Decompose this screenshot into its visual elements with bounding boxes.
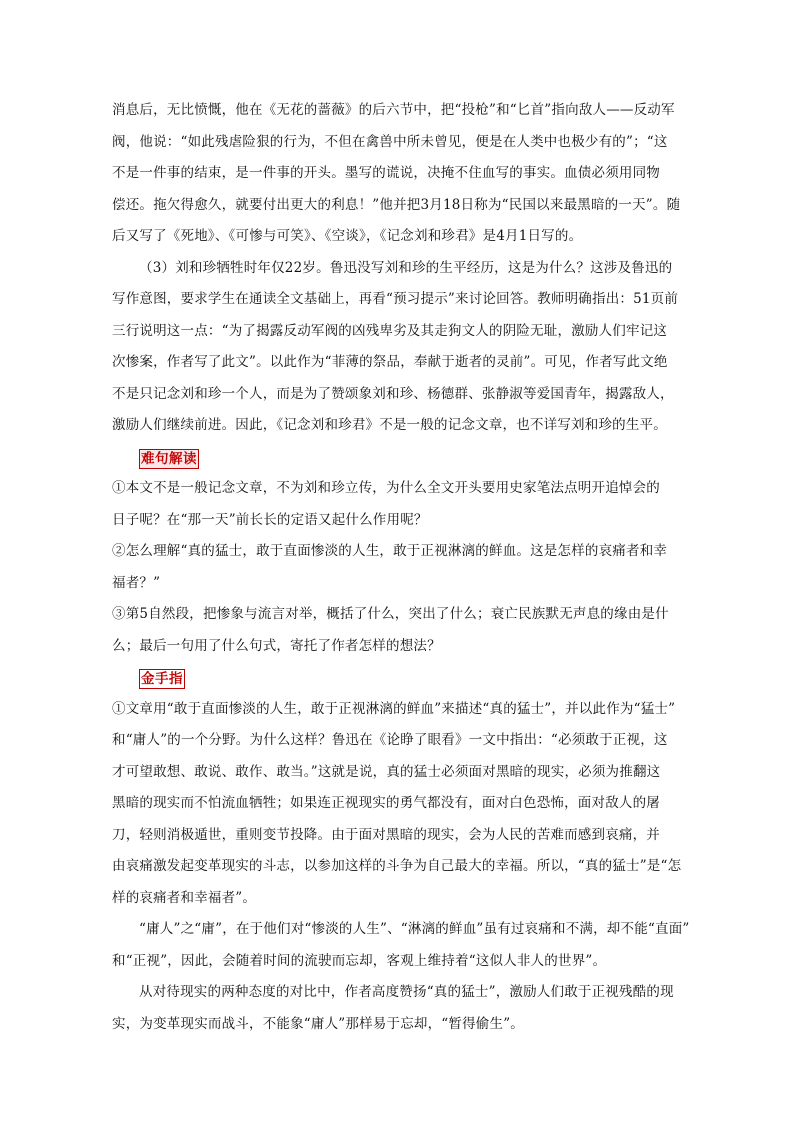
- question-line: 福者？”: [112, 574, 161, 591]
- section-tag: 金手指: [141, 671, 183, 687]
- text-line: 三行说明这一点：“为了揭露反动军阀的凶残卑劣及其走狗文人的阴险无耻，激励人们牢记这: [112, 322, 668, 339]
- answer-line: 才可望敢想、敢说、敢作、敢当。”这就是说，真的猛士必须面对黑暗的现实，必须为推翻这: [112, 763, 661, 780]
- answer-line: 实，为变革现实而战斗，不能象“庸人”那样易于忘却，“暂得偷生”。: [112, 1015, 525, 1032]
- question-line: 日子呢？在“那一天”前长长的定语又起什么作用呢？: [112, 511, 428, 528]
- answer-line: 由哀痛激发起变革现实的斗志，以参加这样的斗争为自己最大的幸福。所以，“真的猛士”是“怎: [112, 858, 682, 874]
- answer-line: 样的哀痛者和幸福者”。: [112, 889, 257, 906]
- section-heading-golden-finger: [112, 662, 684, 694]
- answer-line: 从对待现实的两种态度的对比中，作者高度赞扬“真的猛士”，激励人们敢于正视残酷的现: [139, 984, 674, 1000]
- paragraph-point-3: [112, 253, 684, 442]
- answer-paragraph-1: [112, 694, 684, 915]
- text-line: 激励人们继续前进。因此，《记念刘和珍君》不是一般的记念文章，也不详写刘和珍的生平。: [112, 417, 667, 433]
- question-line: ②怎么理解“真的猛士，敢于直面惨淡的人生，敢于正视淋漓的鲜血。这是怎样的哀痛者和幸: [112, 543, 668, 559]
- document-page: [112, 95, 690, 1040]
- answer-line: ①文章用“敢于直面惨淡的人生，敢于正视淋漓的鲜血”来描述“真的猛士”，并以此作为“猛士”: [112, 700, 676, 717]
- answer-line: 黑暗的现实而不怕流血牺牲；如果连正视现实的勇气都没有，面对白色恐怖，面对敌人的屠: [112, 795, 660, 811]
- text-line: 次惨案，作者写了此文”。以此作为“菲薄的祭品，奉献于逝者的灵前”。可见，作者写此文绝: [112, 354, 668, 370]
- text-line: 不是一件事的结束，是一件事的开头。墨写的谎说，决掩不住血写的事实。血债必须用同物: [112, 165, 660, 181]
- answer-line: “庸人”之“庸”，在于他们对“惨淡的人生”、“淋漓的鲜血”虽有过哀痛和不满，却不能“直面”: [139, 921, 690, 937]
- answer-line: 刀，轻则消极遁世，重则变节投降。由于面对黑暗的现实，会为人民的苦难而感到哀痛，并: [112, 826, 660, 843]
- answer-line: 和“庸人”的一个分野。为什么这样？鲁迅在《论睁了眼看》一文中指出：“必须敢于正视，这: [112, 732, 668, 748]
- section-tag: 难句解读: [141, 450, 197, 467]
- answer-line: 和“正视”，因此，会随着时间的流驶而忘却，客观上维持着“这似人非人的世界”。: [112, 952, 607, 969]
- section-heading-hard-sentences: [112, 442, 684, 474]
- questions-list: [112, 473, 684, 662]
- paragraph-march18: [112, 95, 684, 253]
- question-line: ①本文不是一般记念文章，不为刘和珍立传，为什么全文开头要用史家笔法点明开追悼会的: [112, 480, 660, 496]
- answer-paragraph-3: [112, 977, 684, 1040]
- text-line: 后又写了《死地》、《可惨与可笑》、《空谈》，《记念刘和珍君》是4月1日写的。: [112, 228, 583, 244]
- text-line: 消息后，无比愤慨，他在《无花的蔷薇》的后六节中，把“投枪”和“匕首”指向敌人——反动军: [112, 102, 675, 118]
- text-line: 不是只记念刘和珍一个人，而是为了赞颂象刘和珍、杨德群、张静淑等爱国青年，揭露敌人，: [112, 385, 674, 402]
- answer-paragraph-2: [112, 914, 690, 977]
- text-line: 偿还。拖欠得愈久，就要付出更大的利息！”他并把3月18日称为“民国以来最黑暗的一天”。随: [112, 196, 681, 213]
- question-line: ③第5自然段，把惨象与流言对举，概括了什么，突出了什么；衰亡民族默无声息的缘由是什: [112, 606, 669, 622]
- text-line: （3）刘和珍牺牲时年仅22岁。鲁迅没写刘和珍的生平经历，这是为什么？这涉及鲁迅的: [139, 259, 673, 276]
- text-line: 写作意图，要求学生在通读全文基础上，再看“预习提示”来讨论回答。教师明确指出：51页前: [112, 291, 679, 307]
- question-line: 么；最后一句用了什么句式，寄托了作者怎样的想法？: [112, 637, 441, 654]
- text-line: 阀，他说：“如此残虐险狠的行为，不但在禽兽中所未曾见，便是在人类中也极少有的”；“这: [112, 133, 668, 150]
